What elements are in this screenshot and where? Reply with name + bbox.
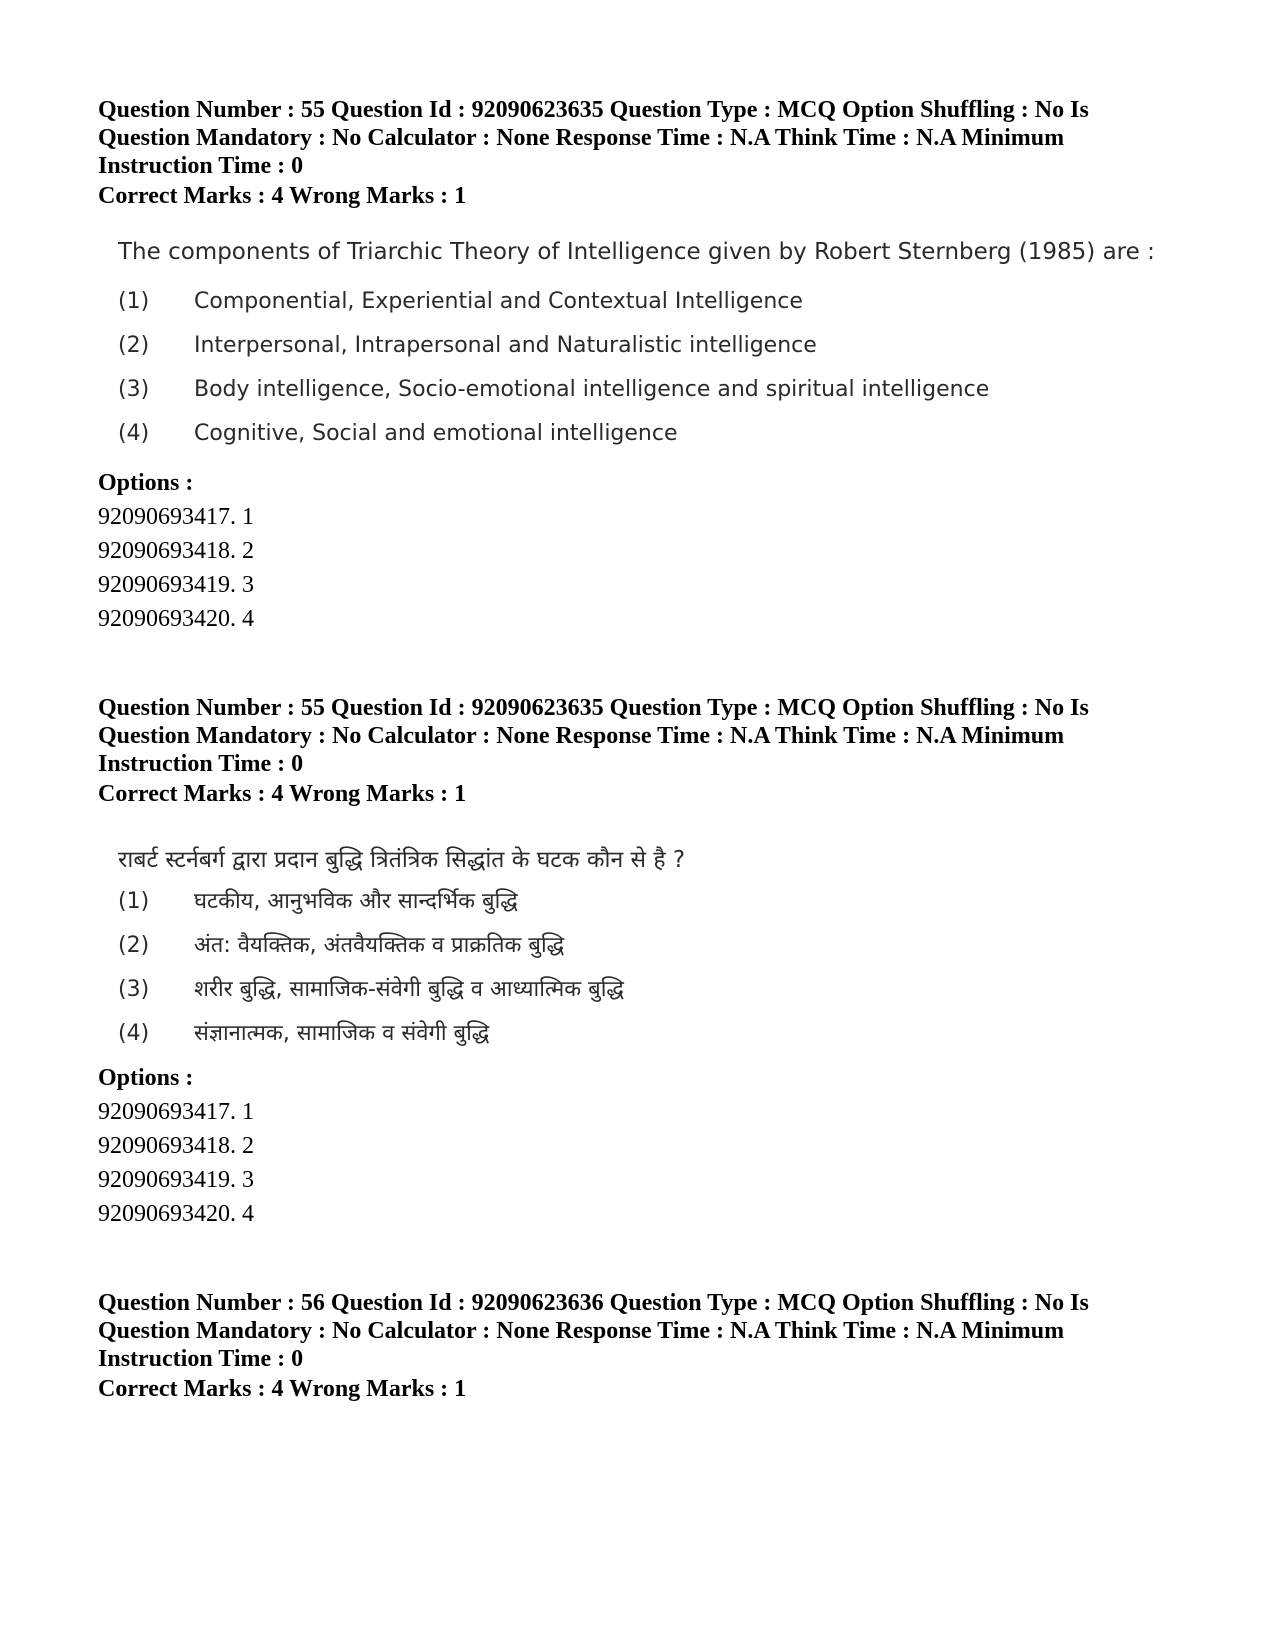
- option-item: 92090693420. 4: [98, 1201, 254, 1227]
- choice-item: [118, 376, 1198, 420]
- choice-item: [118, 332, 1198, 376]
- choice-number: (2): [118, 933, 150, 958]
- choice-number: (1): [118, 889, 150, 914]
- options-list: [98, 500, 254, 636]
- choice-number: (1): [118, 289, 150, 314]
- choice-text: Body intelligence, Socio-emotional intelligence and spiritual intelligence: [194, 377, 990, 402]
- marks-line: Correct Marks : 4 Wrong Marks : 1: [98, 1376, 467, 1402]
- question-meta: [98, 694, 1178, 778]
- choice-text: Componential, Experiential and Contextual Intelligence: [194, 289, 803, 314]
- choice-text: घटकीय, आनुभविक और सान्दर्भिक बुद्धि: [194, 889, 518, 914]
- option-item: 92090693420. 4: [98, 606, 254, 632]
- meta-line: Question Number : 55 Question Id : 92090623635 Question Type : MCQ Option Shuffling : No Is: [98, 695, 1089, 721]
- meta-line: Question Number : 55 Question Id : 92090623635 Question Type : MCQ Option Shuffling : No Is: [98, 97, 1089, 123]
- choice-item: [118, 976, 1198, 1020]
- question-meta: [98, 96, 1178, 180]
- meta-line: Instruction Time : 0: [98, 751, 304, 777]
- options-label: Options :: [98, 470, 194, 496]
- choice-number: (3): [118, 377, 150, 402]
- question-image: [118, 238, 1198, 464]
- meta-line: Question Number : 56 Question Id : 92090623636 Question Type : MCQ Option Shuffling : No Is: [98, 1290, 1089, 1316]
- meta-line: Question Mandatory : No Calculator : None Response Time : N.A Think Time : N.A Minimum: [98, 723, 1065, 749]
- marks-line: Correct Marks : 4 Wrong Marks : 1: [98, 183, 467, 209]
- question-image: [118, 846, 1198, 1064]
- choice-item: [118, 888, 1198, 932]
- option-item: 92090693417. 1: [98, 1099, 254, 1125]
- meta-line: Question Mandatory : No Calculator : None Response Time : N.A Think Time : N.A Minimum: [98, 1318, 1065, 1344]
- choice-text: Interpersonal, Intrapersonal and Naturalistic intelligence: [194, 333, 817, 358]
- choice-number: (2): [118, 333, 150, 358]
- option-item: 92090693419. 3: [98, 1167, 254, 1193]
- marks-line: Correct Marks : 4 Wrong Marks : 1: [98, 781, 467, 807]
- question-text: The components of Triarchic Theory of Intelligence given by Robert Sternberg (1985) are :: [118, 239, 1155, 265]
- choice-number: (3): [118, 977, 150, 1002]
- option-item: 92090693417. 1: [98, 504, 254, 530]
- choice-item: [118, 1020, 1198, 1064]
- choice-text: शरीर बुद्धि, सामाजिक-संवेगी बुद्धि व आध्यात्मिक बुद्धि: [194, 977, 624, 1002]
- choice-text: अंत: वैयक्तिक, अंतवैयक्तिक व प्राक्रतिक बुद्धि: [194, 933, 565, 958]
- meta-line: Instruction Time : 0: [98, 153, 304, 179]
- options-label: Options :: [98, 1065, 194, 1091]
- choice-text: संज्ञानात्मक, सामाजिक व संवेगी बुद्धि: [194, 1021, 490, 1046]
- question-text: राबर्ट स्टर्नबर्ग द्वारा प्रदान बुद्धि त्रितंत्रिक सिद्धांत के घटक कौन से है ?: [118, 847, 686, 873]
- choice-item: [118, 932, 1198, 976]
- option-item: 92090693418. 2: [98, 538, 254, 564]
- choice-number: (4): [118, 421, 150, 446]
- choice-item: [118, 420, 1198, 464]
- options-list: [98, 1095, 254, 1231]
- meta-line: Instruction Time : 0: [98, 1346, 304, 1372]
- question-meta: [98, 1289, 1178, 1373]
- choice-item: [118, 288, 1198, 332]
- option-item: 92090693418. 2: [98, 1133, 254, 1159]
- option-item: 92090693419. 3: [98, 572, 254, 598]
- meta-line: Question Mandatory : No Calculator : None Response Time : N.A Think Time : N.A Minimum: [98, 125, 1065, 151]
- choice-text: Cognitive, Social and emotional intelligence: [194, 421, 678, 446]
- choice-number: (4): [118, 1021, 150, 1046]
